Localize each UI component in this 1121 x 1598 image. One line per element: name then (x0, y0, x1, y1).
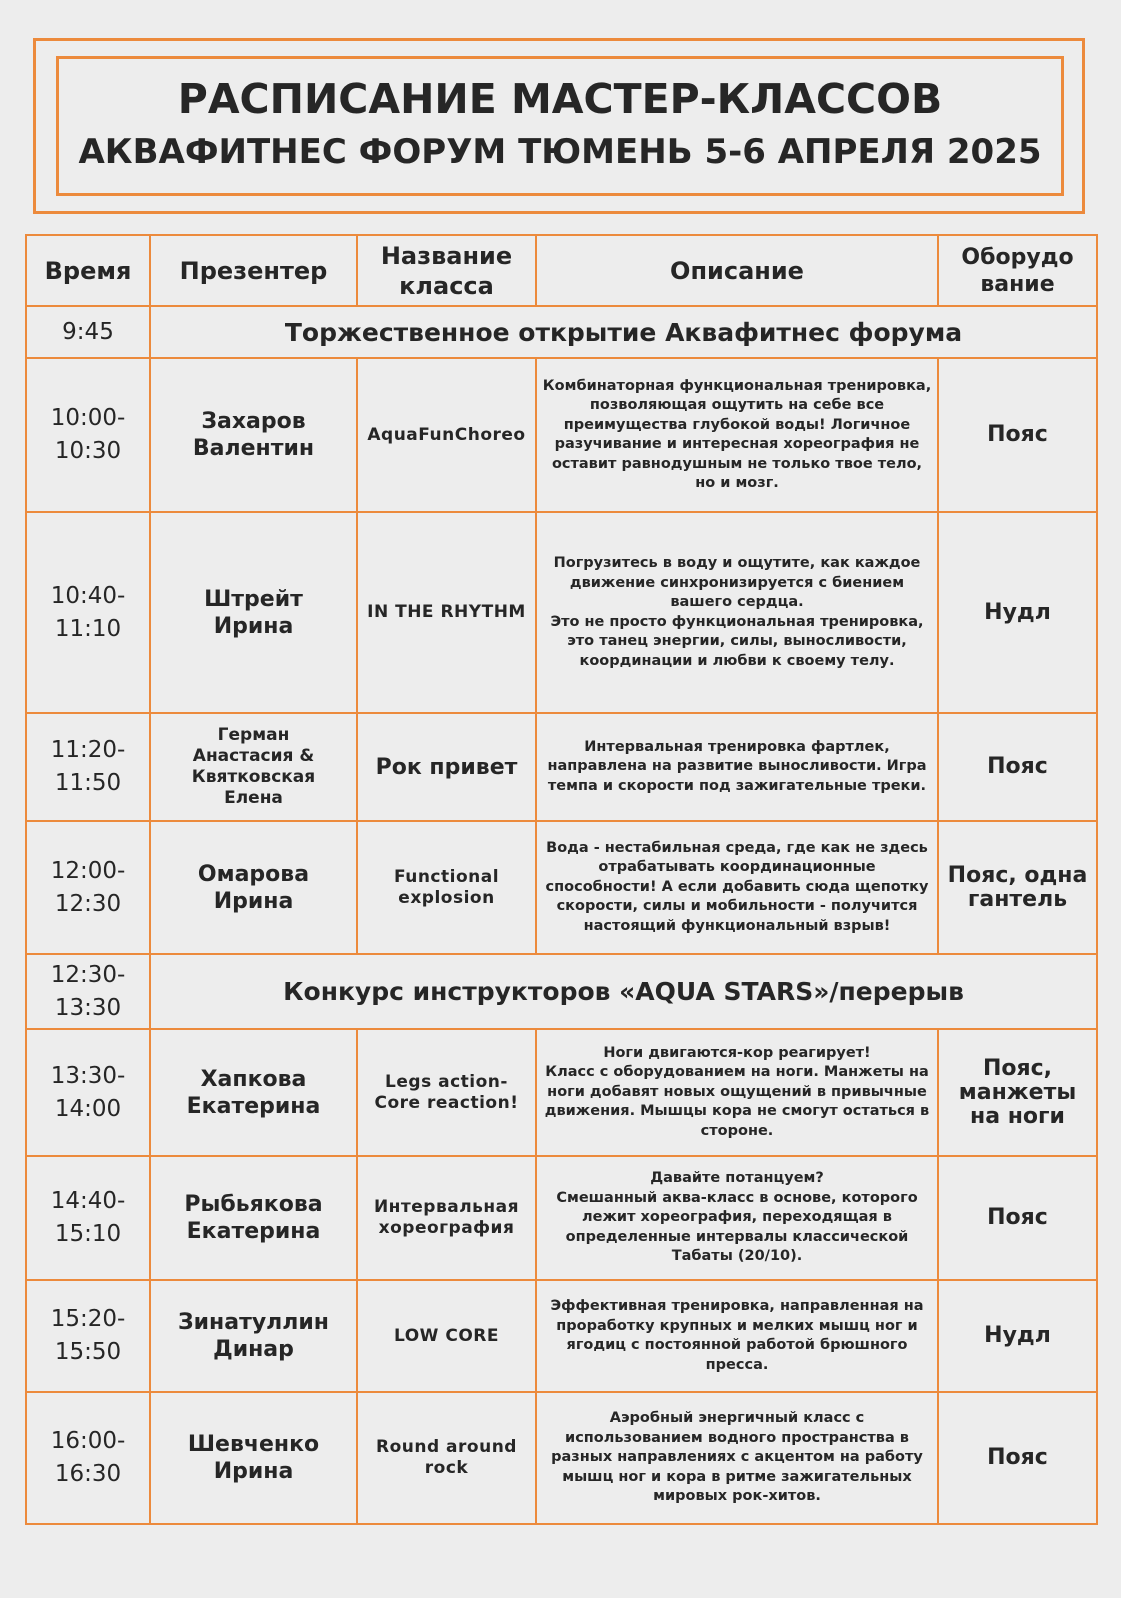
row-presenter: Захаров Валентин (150, 358, 357, 512)
row-equipment: Пояс, одна гантель (938, 821, 1097, 954)
row-equipment: Нудл (938, 512, 1097, 713)
row-presenter: Рыбьякова Екатерина (150, 1156, 357, 1280)
header-time: Время (26, 235, 150, 306)
table-row (26, 713, 1097, 821)
break-text: Конкурс инструкторов «AQUA STARS»/перерыв (150, 954, 1097, 1029)
row-class-name: LOW CORE (357, 1280, 536, 1392)
opening-text: Торжественное открытие Аквафитнес форума (150, 306, 1097, 358)
row-description: Ноги двигаются-кор реагирует! Класс с оборудованием на ноги. Манжеты на ноги добавят новых ощущений в привычные движения. Мышцы кора не смогут остаться в стороне. (536, 1029, 938, 1156)
row-presenter: Штрейт Ирина (150, 512, 357, 713)
row-time: 14:40- 15:10 (26, 1156, 150, 1280)
opening-time: 9:45 (26, 306, 150, 358)
row-time: 10:00- 10:30 (26, 358, 150, 512)
row-presenter: Зинатуллин Динар (150, 1280, 357, 1392)
row-equipment: Пояс (938, 358, 1097, 512)
row-class-name: AquaFunChoreo (357, 358, 536, 512)
row-time: 13:30- 14:00 (26, 1029, 150, 1156)
row-time: 11:20- 11:50 (26, 713, 150, 821)
table-row (26, 1029, 1097, 1156)
table-row (26, 1280, 1097, 1392)
row-class-name: IN THE RHYTHM (357, 512, 536, 713)
row-presenter: Хапкова Екатерина (150, 1029, 357, 1156)
row-equipment: Нудл (938, 1280, 1097, 1392)
row-description: Комбинаторная функциональная тренировка, позволяющая ощутить на себе все преимущества глубокой воды! Логичное разучивание и интересная хореография не оставит равнодушным не только твое тело, но и мозг. (536, 358, 938, 512)
row-class-name: Round around rock (357, 1392, 536, 1524)
row-class-name: Functional explosion (357, 821, 536, 954)
row-time: 10:40- 11:10 (26, 512, 150, 713)
row-equipment: Пояс (938, 1392, 1097, 1524)
row-presenter: Герман Анастасия & Квятковская Елена (150, 713, 357, 821)
row-description: Эффективная тренировка, направленная на проработку крупных и мелких мышц ног и ягодиц с постоянной работой брюшного пресса. (536, 1280, 938, 1392)
table-row (26, 358, 1097, 512)
row-class-name: Legs action- Core reaction! (357, 1029, 536, 1156)
row-time: 16:00- 16:30 (26, 1392, 150, 1524)
break-row (26, 954, 1097, 1029)
table-row (26, 821, 1097, 954)
table-row (26, 1156, 1097, 1280)
row-time: 15:20- 15:50 (26, 1280, 150, 1392)
row-description: Погрузитесь в воду и ощутите, как каждое движение синхронизируется с биением вашего сердца. Это не просто функциональная тренировка, это танец энергии, силы, выносливости, координации и любви к своему телу. (536, 512, 938, 713)
row-class-name: Рок привет (357, 713, 536, 821)
opening-row (26, 306, 1097, 358)
row-presenter: Шевченко Ирина (150, 1392, 357, 1524)
row-description: Аэробный энергичный класс с использованием водного пространства в разных направлениях с акцентом на работу мышц ног и кора в ритме зажигательных мировых рок-хитов. (536, 1392, 938, 1524)
row-equipment: Пояс (938, 1156, 1097, 1280)
header-row (26, 235, 1097, 306)
row-time: 12:00- 12:30 (26, 821, 150, 954)
header-description: Описание (536, 235, 938, 306)
row-description: Вода - нестабильная среда, где как не здесь отрабатывать координационные способности! А если добавить сюда щепотку скорости, силы и мобильности - получится настоящий функциональный взрыв! (536, 821, 938, 954)
row-class-name: Интервальная хореография (357, 1156, 536, 1280)
page-title: РАСПИСАНИЕ МАСТЕР-КЛАССОВ (177, 75, 943, 123)
row-equipment: Пояс, манжеты на ноги (938, 1029, 1097, 1156)
page-subtitle: АКВАФИТНЕС ФОРУМ ТЮМЕНЬ 5-6 АПРЕЛЯ 2025 (78, 132, 1042, 172)
header-class-name: Название класса (357, 235, 536, 306)
table-row (26, 1392, 1097, 1524)
schedule-table (25, 234, 1098, 1525)
break-time: 12:30- 13:30 (26, 954, 150, 1029)
row-description: Давайте потанцуем? Смешанный аква-класс в основе, которого лежит хореография, переходящая в определенные интервалы классической Табаты (20/10). (536, 1156, 938, 1280)
header-presenter: Презентер (150, 235, 357, 306)
table-row (26, 512, 1097, 713)
row-presenter: Омарова Ирина (150, 821, 357, 954)
title-frame (56, 56, 1064, 196)
row-equipment: Пояс (938, 713, 1097, 821)
header-equipment: Оборудо вание (938, 235, 1097, 306)
row-description: Интервальная тренировка фартлек, направлена на развитие выносливости. Игра темпа и скорости под зажигательные треки. (536, 713, 938, 821)
